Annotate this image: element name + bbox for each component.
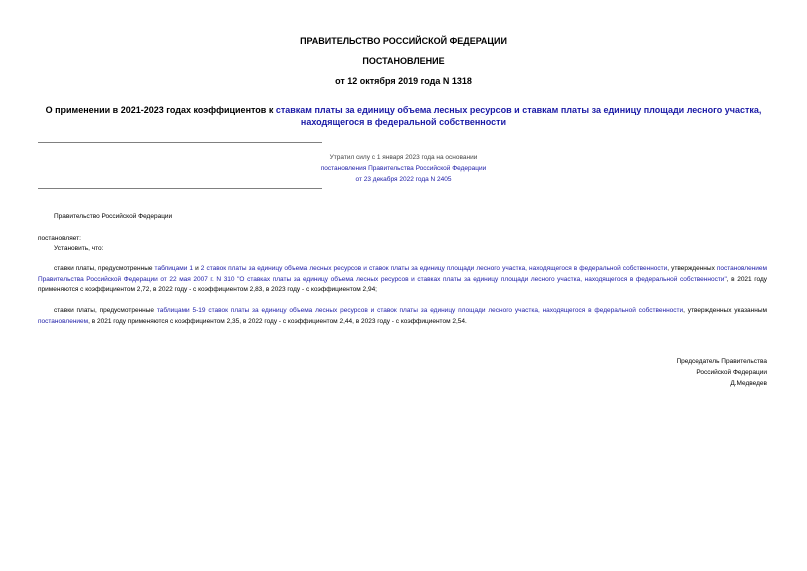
title-text: О применении в 2021-2023 годах коэффициентов к — [45, 105, 276, 115]
repeal-notice — [260, 152, 547, 185]
p1-link-tables-2[interactable]: 2 ставок платы за единицу объема лесных ресурсов и ставок платы за единицу площади лесного участка, находящегося в федеральной собственности — [200, 265, 668, 272]
document-title — [40, 104, 767, 128]
signature-title: Председатель Правительства — [676, 358, 767, 365]
p1-link-decree-310[interactable]: постановлением Правительства Российской Федерации от 22 мая 2007 г. N 310 "О ставках платы за единицу объема лесных ресурсов и ставках платы за единицу площади лесного участка, находящегося в федеральной собственности" — [38, 265, 767, 283]
divider-top — [38, 142, 322, 143]
p2-text-1: ставки платы, предусмотренные — [54, 307, 157, 314]
body-decrees: постановляет: — [38, 235, 81, 242]
body-government: Правительство Российской Федерации — [54, 213, 173, 220]
p2-text-3: , в 2021 году применяются с коэффициентом 2,35, в 2022 году - с коэффициентом 2,44, в 2023 году - с коэффициентом 2,54. — [88, 317, 467, 325]
p1-link-tables-1[interactable]: таблицами 1 — [154, 265, 194, 272]
signature-org: Российской Федерации — [696, 369, 767, 376]
paragraph-1 — [38, 264, 767, 296]
header-government: ПРАВИТЕЛЬСТВО РОССИЙСКОЙ ФЕДЕРАЦИИ — [300, 36, 507, 46]
p1-text-4: , в 2021 году применяются с коэффициентом 2,72, в 2022 году - с коэффициентом 2,83, в 2023 году - с коэффициентом 2,94; — [38, 275, 767, 293]
p2-link-tables-5-19[interactable]: таблицами 5-19 ставок платы за единицу объема лесных ресурсов и ставок платы за единицу площади лесного участка, находящегося в федеральной собственности — [156, 307, 684, 314]
p1-text-2: и — [193, 265, 201, 272]
signature-block — [676, 356, 767, 389]
repeal-decree-date-link[interactable]: от 23 декабря 2022 года N 2405 — [355, 176, 452, 183]
body-establish: Установить, что: — [54, 245, 104, 252]
signature-name: Д.Медведев — [730, 380, 767, 387]
p2-link-decree[interactable]: постановлением — [38, 317, 89, 325]
header-date-number: от 12 октября 2019 года N 1318 — [335, 76, 472, 86]
header-doc-type: ПОСТАНОВЛЕНИЕ — [362, 56, 445, 66]
p1-text-3: , утвержденных — [667, 265, 717, 272]
p1-text-1: ставки платы, предусмотренные — [54, 265, 155, 272]
title-link[interactable]: ставкам платы за единицу объема лесных ресурсов и ставкам платы за единицу площади лесного участка, находящегося в федеральной собственности — [275, 105, 762, 127]
repeal-notice-text: Утратил силу с 1 января 2023 года на основании — [329, 154, 478, 161]
paragraph-2 — [38, 306, 767, 327]
p2-text-2: , утвержденных указанным — [683, 307, 767, 314]
divider-bottom — [38, 188, 322, 189]
repeal-decree-link[interactable]: постановления Правительства Российской Федерации — [320, 165, 487, 172]
